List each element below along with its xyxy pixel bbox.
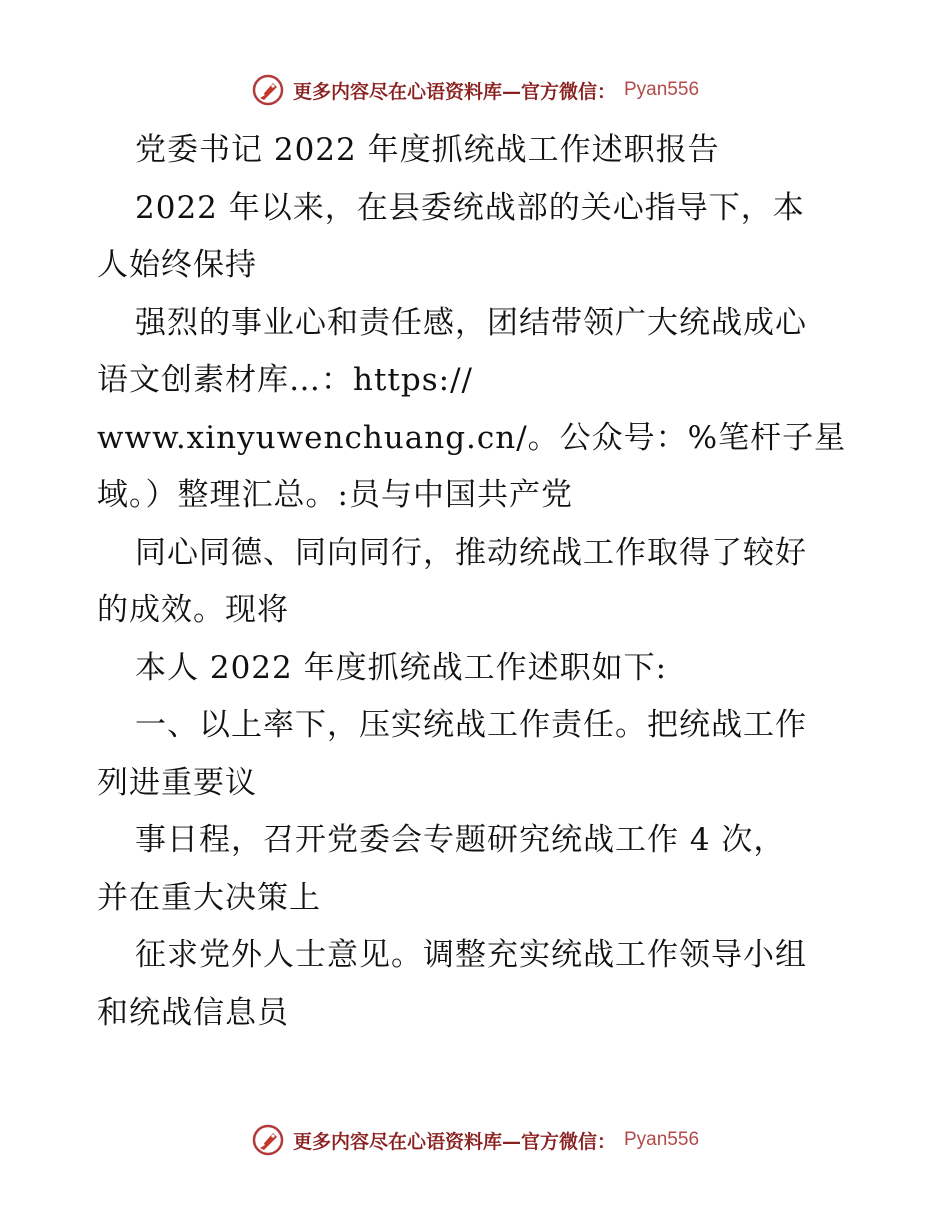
document-line: 人始终保持 [97,247,257,283]
document-line: 2022 年以来，在县委统战部的关心指导下，本 [135,189,805,226]
document-line: 强烈的事业心和责任感，团结带领广大统战成心 [135,304,807,341]
document-line: 的成效。现将 [97,592,289,628]
document-body [97,122,877,1042]
header-watermark [0,70,950,110]
document-line: 事日程，召开党委会专题研究统战工作 4 次， [135,822,786,858]
document-line: 同心同德、同向同行，推动统战工作取得了较好 [135,534,807,571]
document-line: 一、以上率下，压实统战工作责任。把统战工作 [135,707,807,743]
document-line: www.xinyuwenchuang.cn/。公众号：%笔杆子星 [97,419,847,456]
footer-watermark [0,1120,950,1160]
pen-nib-logo-icon [251,1123,285,1157]
pen-nib-logo-icon [251,73,285,107]
watermark-wechat-id: Pyan556 [624,79,700,100]
document-line: 和统战信息员 [97,994,289,1031]
document-line: 域。）整理汇总。:员与中国共产党 [97,477,573,513]
watermark-text: 更多内容尽在心语资料库—官方微信： [292,80,616,103]
document-line: 并在重大决策上 [97,879,321,916]
document-line: 本人 2022 年度抓统战工作述职如下: [135,649,668,686]
document-line: 征求党外人士意见。调整充实统战工作领导小组 [135,937,807,973]
watermark-text: 更多内容尽在心语资料库—官方微信： [292,1130,616,1153]
document-line: 列进重要议 [97,764,257,801]
watermark-wechat-id: Pyan556 [624,1129,700,1150]
document-line: 语文创素材库…：https:// [97,362,473,398]
document-line: 党委书记 2022 年度抓统战工作述职报告 [135,132,720,168]
